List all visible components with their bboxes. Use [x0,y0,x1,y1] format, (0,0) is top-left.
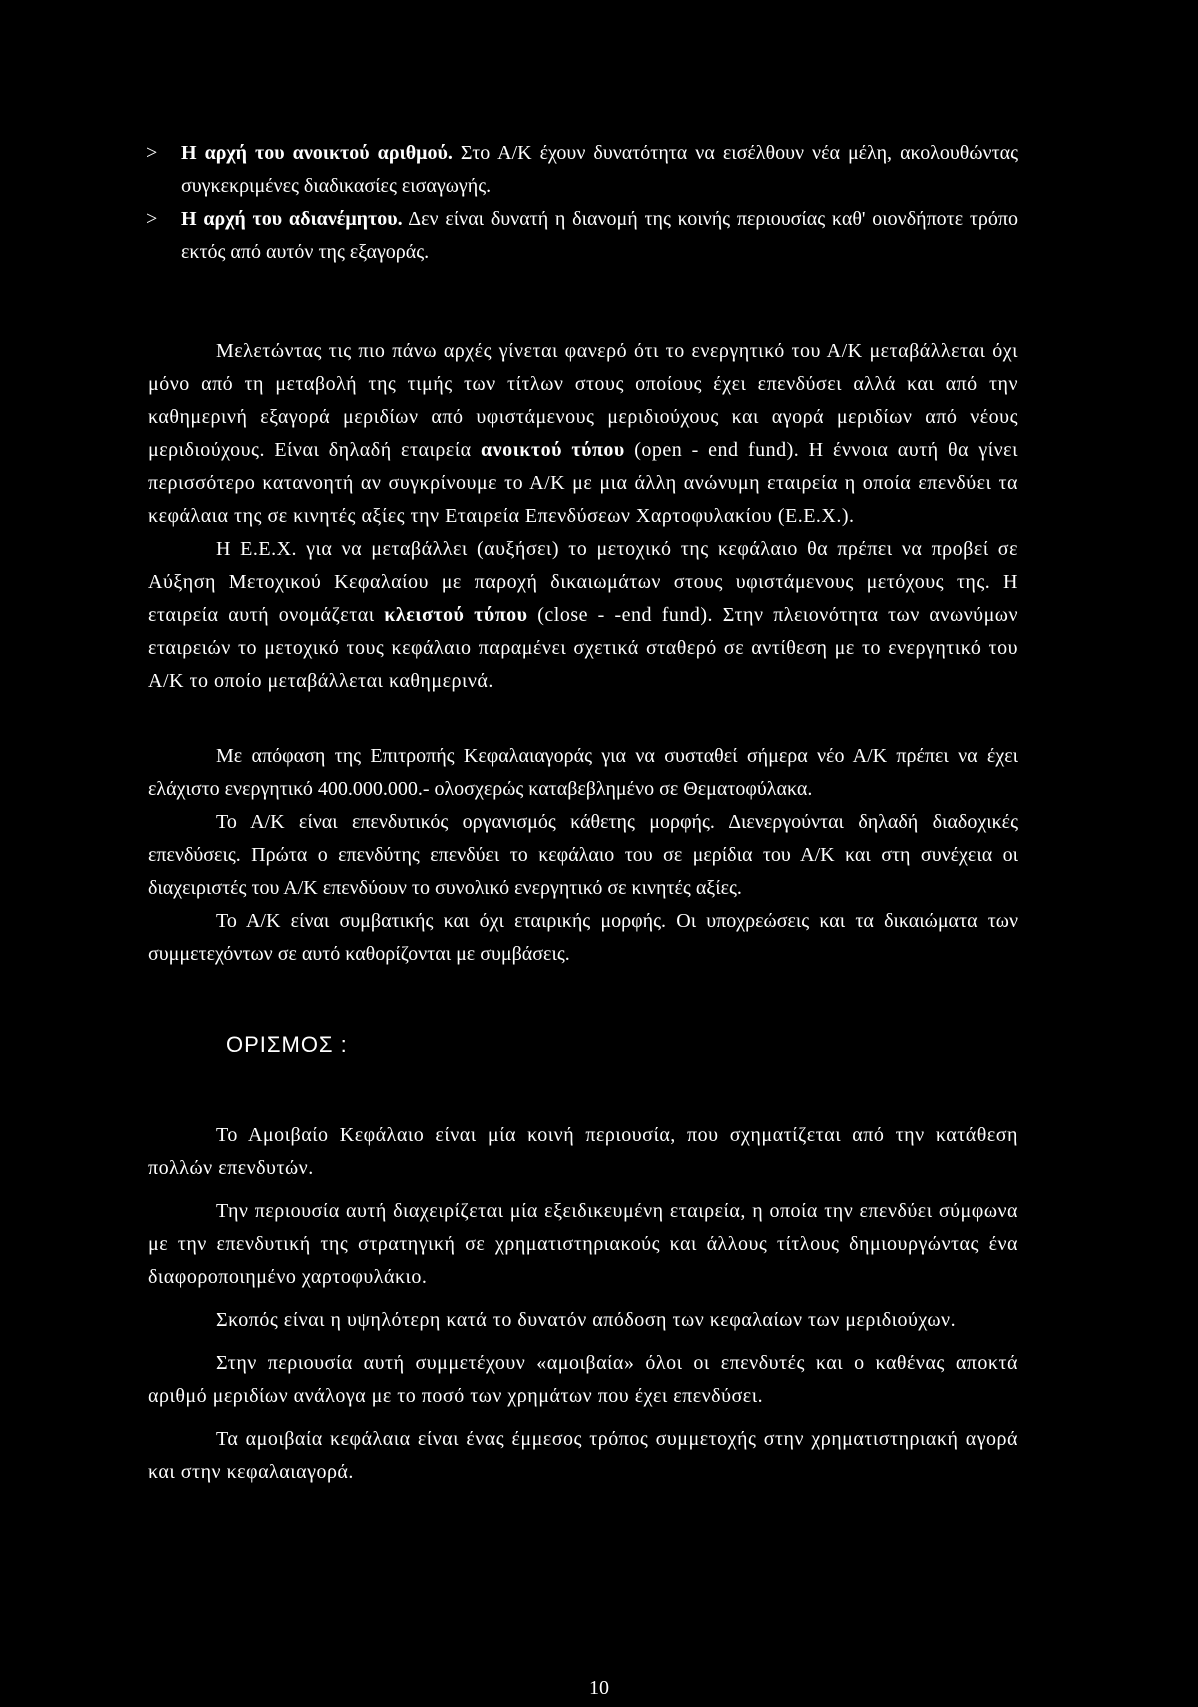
paragraph-commission-decision: Με απόφαση της Επιτροπής Κεφαλαιαγοράς για να συσταθεί σήμερα νέο Α/Κ πρέπει να έχει ελάχιστο ενεργητικό 400.000.000.- ολοσχερώς καταβεβλημένο σε Θεματοφύλακα. [148,745,1018,800]
definition-paragraph: Το Αμοιβαίο Κεφάλαιο είναι μία κοινή περιουσία, που σχηματίζεται από την κατάθεση πολλών επενδυτών. [148,1124,1018,1179]
bullet-marker: > [146,208,158,230]
definition-paragraph: Τα αμοιβαία κεφάλαια είναι ένας έμμεσος τρόπος συμμετοχής στην χρηματιστηριακή αγορά και στην κεφαλαιαγορά. [148,1428,1018,1483]
page-number: 10 [589,1677,609,1699]
bullet-text: Δεν είναι δυνατή η διανομή της κοινής περιουσίας καθ' οιονδήποτε τρόπο εκτός από αυτόν της εξαγοράς. [181,208,1018,263]
bullet-undistributed [148,203,1018,269]
paragraph-open-type [148,335,1018,533]
bullet-open-number [148,137,1018,203]
paragraph-text: Η Ε.Ε.Χ. για να μεταβάλλει (αυξήσει) το μετοχικό της κεφάλαιο θα πρέπει να προβεί σε Αύξηση Μετοχικού Κεφαλαίου με παροχή δικαιωμάτων στους υφιστάμενους μετόχους της. Η εταιρεία αυτή ονομάζεται [148,538,1018,626]
definition-paragraph: Την περιουσία αυτή διαχειρίζεται μία εξειδικευμένη εταιρεία, η οποία την επενδύει σύμφωνα με την επενδυτική της στρατηγική σε χρηματιστηριακούς και άλλους τίτλους δημιουργώντας ένα διαφοροποιημένο χαρτοφυλάκιο. [148,1200,1018,1288]
bullet-title: Η αρχή του αδιανέμητου. [181,208,403,230]
paragraph-text: Μελετώντας τις πιο πάνω αρχές γίνεται φανερό ότι το ενεργητικό του Α/Κ μεταβάλλεται όχι μόνο από τη μεταβολή της τιμής των τίτλων στους οποίους έχει επενδύσει αλλά και από την καθημερινή εξαγορά μεριδίων από υφιστάμενους μεριδιούχους και αγορά μεριδίων από νέους μεριδιούχους. Είναι δηλαδή εταιρεία [148,340,1018,461]
paragraph-text: (open - end fund). Η έννοια αυτή θα γίνει περισσότερο κατανοητή αν συγκρίνουμε το Α/Κ με μια άλλη ανώνυμη εταιρεία η οποία επενδύει τα κεφάλαια της σε κινητές αξίες την Εταιρεία Επενδύσεων Χαρτοφυλακίου (Ε.Ε.Χ.). [148,439,1018,527]
paragraph-closed-type [148,533,1018,698]
paragraph-contractual-form: Το Α/Κ είναι συμβατικής και όχι εταιρικής μορφής. Οι υποχρεώσεις και τα δικαιώματα των συμμετεχόντων σε αυτό καθορίζονται με συμβάσεις. [148,910,1018,965]
bullet-text: Στο Α/Κ έχουν δυνατότητα να εισέλθουν νέα μέλη, ακολουθώντας συγκεκριμένες διαδικασίες εισαγωγής. [181,142,1019,197]
definition-paragraph: Στην περιουσία αυτή συμμετέχουν «αμοιβαία» όλοι οι επενδυτές και ο καθένας αποκτά αριθμό μεριδίων ανάλογα με το ποσό των χρημάτων που έχει επενδύσει. [148,1352,1018,1407]
definition-section [148,1119,1018,1489]
bullet-title: Η αρχή του ανοικτού αριθμού. [181,142,453,164]
definition-paragraph: Σκοπός είναι η υψηλότερη κατά το δυνατόν απόδοση των κεφαλαίων των μεριδιούχων. [216,1309,957,1331]
bullet-marker: > [146,142,158,164]
paragraph-vertical-form: Το Α/Κ είναι επενδυτικός οργανισμός κάθετης μορφής. Διενεργούνται δηλαδή διαδοχικές επενδύσεις. Πρώτα ο επενδύτης επενδύει το κεφάλαιο του σε μερίδια του Α/Κ και στη συνέχεια οι διαχειριστές του Α/Κ επενδύουν το συνολικό ενεργητικό σε κινητές αξίες. [148,811,1018,899]
section-heading: ΟΡΙΣΜΟΣ : [226,1032,348,1057]
bold-term-closed-type: κλειστού τύπου [384,604,528,626]
bold-term-open-type: ανοικτού τύπου [480,439,625,461]
document-body [148,137,1018,1499]
paragraph-text: (close - -end fund). Στην πλειονότητα των ανωνύμων εταιρειών το μετοχικό τους κεφάλαιο παραμένει σχετικά σταθερό σε αντίθεση με το ενεργητικό του Α/Κ το οποίο μεταβάλλεται καθημερινά. [148,604,1018,692]
